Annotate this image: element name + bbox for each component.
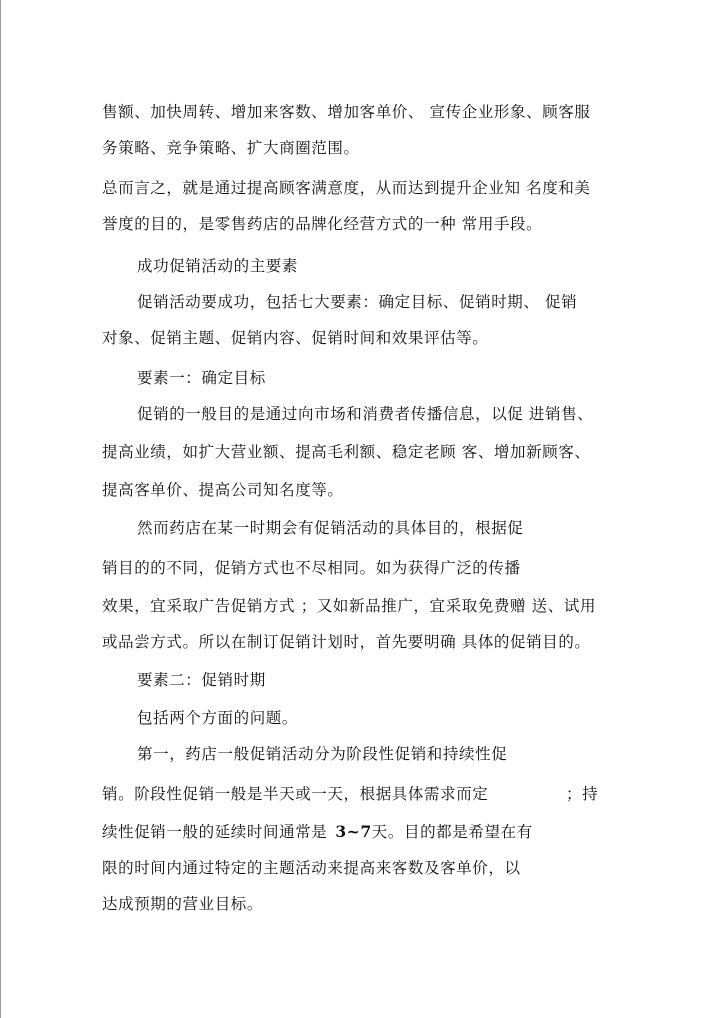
text-line: 总而言之，就是通过提高顾客满意度，从而达到提升企业知 名度和美 — [102, 179, 591, 197]
text-segment: 续性促销一般的延续时间通常是 — [102, 823, 328, 841]
section-heading: 要素二：促销时期 — [137, 671, 266, 689]
text-line: 然而药店在某一时期会有促销活动的具体目的，根据促 — [137, 519, 524, 537]
text-line: 限的时间内通过特定的主题活动来提高来客数及客单价，以 — [102, 859, 521, 877]
text-line: 誉度的目的，是零售药店的品牌化经营方式的一种 常用手段。 — [102, 215, 543, 233]
text-number: 3~7 — [335, 822, 372, 841]
text-line: 售额、加快周转、增加来客数、增加客单价、 宣传企业形象、顾客服 — [102, 103, 591, 121]
text-segment: 天。目的都是希望在有 — [371, 823, 533, 841]
text-line: 销。阶段性促销一般是半天或一天，根据具体需求而定 — [102, 785, 489, 803]
text-line: 提高业绩，如扩大营业额、提高毛利额、稳定老顾 客、增加新顾客、 — [102, 443, 591, 461]
text-line — [102, 822, 533, 842]
text-line-end: ；持 — [566, 785, 599, 803]
text-line: 促销活动要成功，包括七大要素：确定目标、促销时期、 促销 — [137, 293, 578, 311]
text-line: 销目的的不同，促销方式也不尽相同。如为获得广泛的传播 — [102, 559, 521, 577]
text-line: 对象、促销主题、促销内容、促销时间和效果评估等。 — [102, 329, 489, 347]
text-line: 或品尝方式。所以在制订促销计划时，首先要明确 具体的促销目的。 — [102, 633, 591, 651]
text-line: 效果，宜采取广告促销方式 ；又如新品推广，宜采取免费赠 送、试用 — [102, 597, 597, 615]
text-line: 务策略、竞争策略、扩大商圈范围。 — [102, 139, 360, 157]
section-heading: 成功促销活动的主要素 — [137, 257, 299, 275]
section-heading: 要素一：确定目标 — [137, 369, 266, 387]
page-left-border — [0, 0, 1, 1018]
text-line: 促销的一般目的是通过向市场和消费者传播信息，以促 进销售、 — [137, 405, 594, 423]
text-line: 第一，药店一般促销活动分为阶段性促销和持续性促 — [137, 745, 508, 763]
text-line: 提高客单价、提高公司知名度等。 — [102, 481, 344, 499]
text-line: 包括两个方面的问题。 — [137, 709, 299, 727]
text-line: 达成预期的营业目标。 — [102, 895, 264, 913]
